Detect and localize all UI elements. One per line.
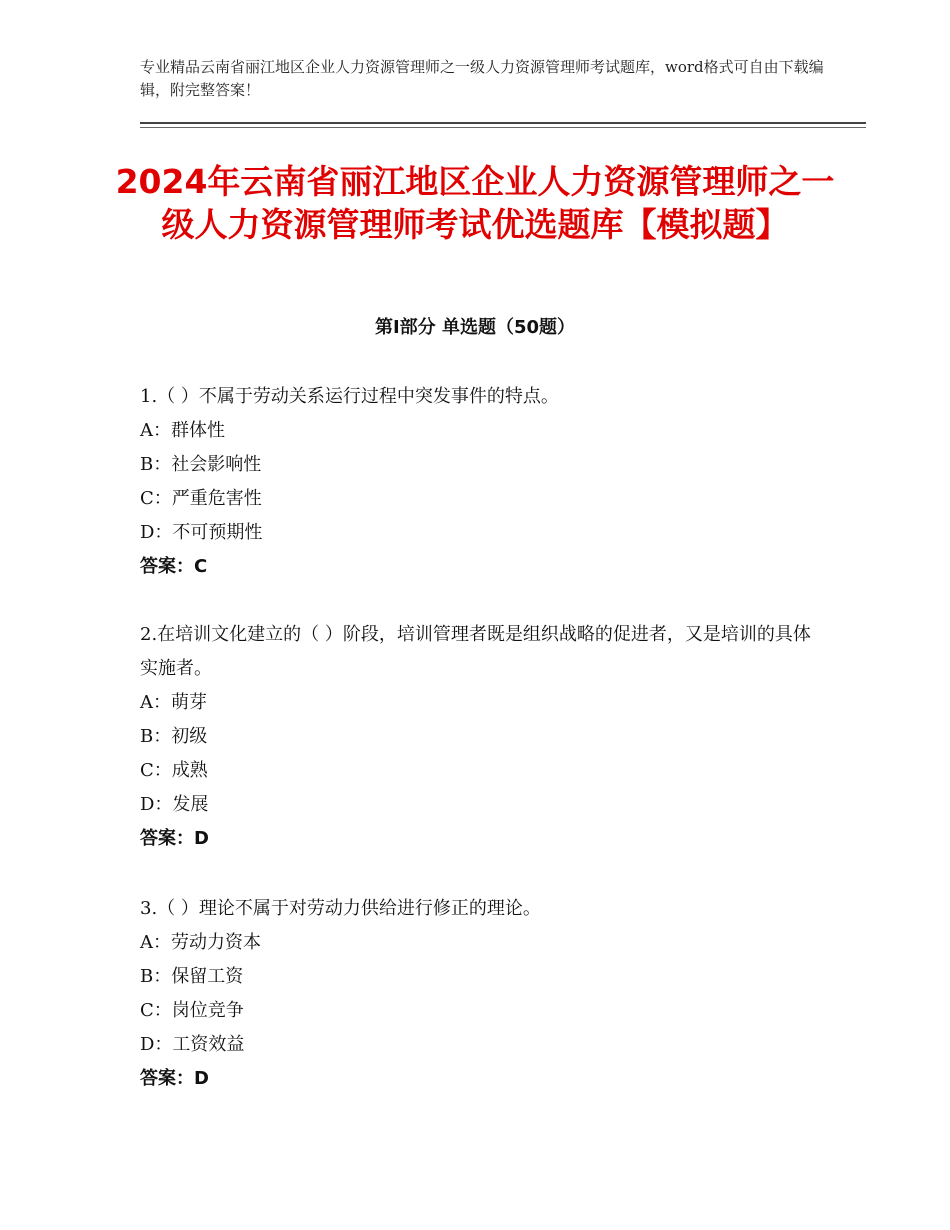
question-2: [140, 618, 820, 856]
header-note: 专业精品云南省丽江地区企业人力资源管理师之一级人力资源管理师考试题库，word格式可自由下载编辑，附完整答案！: [140, 58, 824, 99]
header-rule-thick: [140, 122, 866, 124]
option-a: A：劳动力资本: [140, 932, 261, 953]
question-stem: 3.（ ）理论不属于对劳动力供给进行修正的理论。: [140, 898, 541, 919]
question-stem: 1.（ ）不属于劳动关系运行过程中突发事件的特点。: [140, 386, 559, 407]
section-title: 第Ⅰ部分 单选题（50题）: [374, 317, 575, 338]
option-b: B：初级: [140, 726, 208, 747]
option-b: B：社会影响性: [140, 454, 262, 475]
question-answer: 答案：D: [140, 1068, 209, 1089]
option-c: C：严重危害性: [140, 488, 262, 509]
option-a: A：萌芽: [140, 692, 207, 713]
option-d: D：发展: [140, 794, 209, 815]
question-1: [140, 380, 820, 584]
question-3: [140, 892, 820, 1096]
question-stem: 2.在培训文化建立的（ ）阶段，培训管理者既是组织战略的促进者，又是培训的具体实施者。: [140, 624, 811, 679]
document-title: 2024年云南省丽江地区企业人力资源管理师之一级人力资源管理师考试优选题库【模拟题】: [115, 162, 835, 244]
header-rule-thin: [140, 127, 866, 128]
option-a: A：群体性: [140, 420, 225, 441]
option-d: D：不可预期性: [140, 522, 263, 543]
question-answer: 答案：D: [140, 828, 209, 849]
question-answer: 答案：C: [140, 556, 208, 577]
option-c: C：岗位竞争: [140, 1000, 244, 1021]
option-b: B：保留工资: [140, 966, 244, 987]
option-c: C：成熟: [140, 760, 208, 781]
option-d: D：工资效益: [140, 1034, 245, 1055]
